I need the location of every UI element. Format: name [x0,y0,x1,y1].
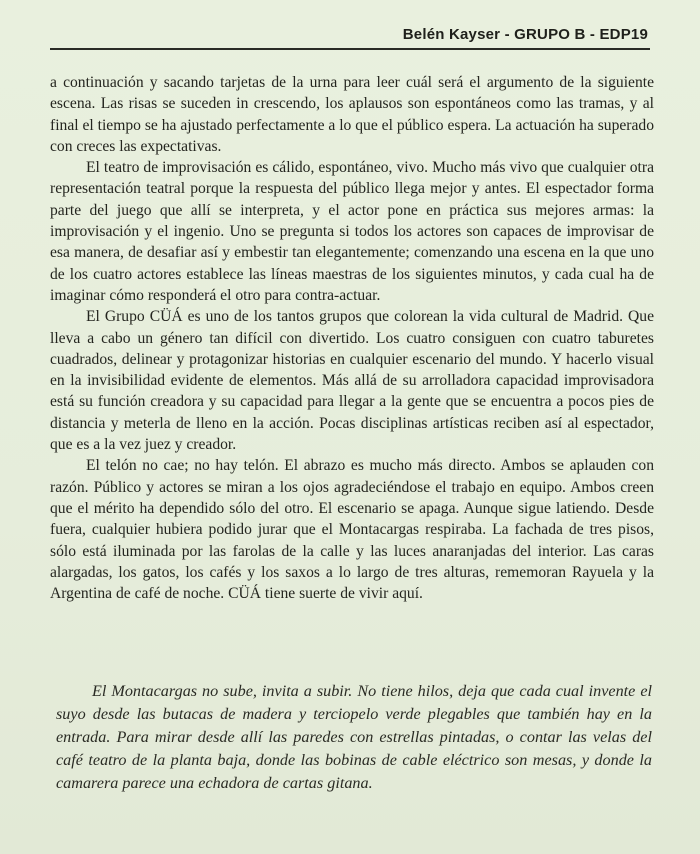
header-divider [50,48,650,50]
page-header: Belén Kayser - GRUPO B - EDP19 [402,26,648,43]
closing-quote [56,680,652,795]
paragraph-1: a continuación y sacando tarjetas de la urna para leer cuál será el argumento de la siguiente escena. Las risas se suceden in crescendo, los aplausos son espontáneos como las tramas, y al final el tiempo se ha ajustado perfectamente a lo que el público espera. La actuación ha superado con creces las expectativas. [50,74,654,155]
paragraph-4: El telón no cae; no hay telón. El abrazo es mucho más directo. Ambos se aplauden con razón. Público y actores se miran a los ojos agradeciéndose el trabajo en equipo. Ambos creen que el mérito ha dependido sólo del otro. El escenario se apaga. Aunque sigue latiendo. Desde fuera, cualquier hubiera podido jurar que el Montacargas respiraba. La fachada de tres pisos, sólo está iluminada por las farolas de la calle y las luces anaranjadas del interior. Las caras alargadas, los gatos, los cafés y los saxos a lo largo de tres alturas, rememoran Rayuela y la Argentina de café de noche. CÜÁ tiene suerte de vivir aquí. [50,457,654,603]
quote-text: El Montacargas no sube, invita a subir. No tiene hilos, deja que cada cual invente el suyo desde las butacas de madera y terciopelo verde plegables que también hay en la entrada. Para mirar desde allí las paredes con estrellas pintadas, o contar las velas del café teatro de la planta baja, donde las bobinas de cable eléctrico son mesas, y donde la camarera parece una echadora de cartas gitana. [56,682,652,792]
article-body [50,72,654,604]
paragraph-3: El Grupo CÜÁ es uno de los tantos grupos que colorean la vida cultural de Madrid. Que lleva a cabo un género tan difícil con divertido. Los cuatro consiguen con cuatro taburetes cuadrados, delinear y protagonizar historias en cualquier escenario del mundo. Y hacerlo visual en la invisibilidad evidente de elementos. Más allá de su arrolladora capacidad improvisadora está su función creadora y su capacidad para llegar a la gente que se encuentra a pocos pies de distancia y meterla de lleno en la acción. Pocas disciplinas artísticas reciben así al espectador, que es a la vez juez y creador. [50,308,654,454]
paragraph-2: El teatro de improvisación es cálido, espontáneo, vivo. Mucho más vivo que cualquier otra representación teatral porque la respuesta del público llega mejor y antes. El espectador forma parte del juego que allí se interpreta, y el actor pone en práctica sus mejores armas: la improvisación y el ingenio. Uno se pregunta si todos los actores son capaces de improvisar de esa manera, de desafiar así y embestir tan elegantemente; comenzando una escena en la que uno de los cuatro actores establece las líneas maestras de los siguientes minutos, y cada cual ha de imaginar cómo responderá el otro para contra-actuar. [50,159,654,304]
